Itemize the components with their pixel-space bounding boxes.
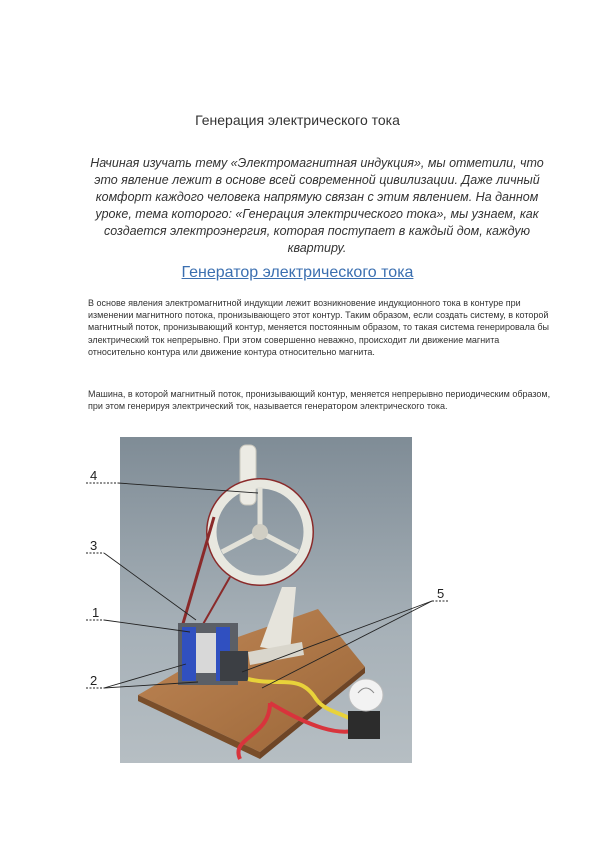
section-heading: Генератор электрического тока: [181, 264, 414, 281]
page-title: Генерация электрического тока: [195, 112, 400, 128]
callout-1: 1: [92, 605, 100, 620]
callout-2: 2: [90, 673, 98, 688]
callout-5: 5: [437, 586, 445, 601]
intro-paragraph: Начиная изучать тему «Электромагнитная индукция», мы отметили, что это явление лежит в основе всей современной цивилизации. Даже личный комфорт каждого человека напрямую связан с этим явлением. На данном уроке, тема которого: «Генерация электрического тока», мы узнаем, как создается электроэнергия, которая поступает в каждый дом, каждую квартиру.: [90, 156, 544, 255]
body-paragraph-1: В основе явления электромагнитной индукции лежит возникновение индукционного тока в контуре при изменении магнитного потока, пронизывающего этот контур. Таким образом, если создать систему, в которой магнитный поток, пронизывающий контур, меняется постоянным образом, то такая система генерировала бы электрический ток непрерывно. При этом совершенно неважно, происходит ли движение магнита относительно контура или движение контура относительно магнита.: [88, 298, 550, 357]
body-paragraph-2: Машина, в которой магнитный поток, пронизывающий контур, меняется непрерывно периодическим образом, при этом генерируя электрический ток, называется генератором электрического тока.: [88, 389, 551, 412]
callout-4: 4: [90, 468, 98, 483]
callout-3: 3: [90, 538, 98, 553]
